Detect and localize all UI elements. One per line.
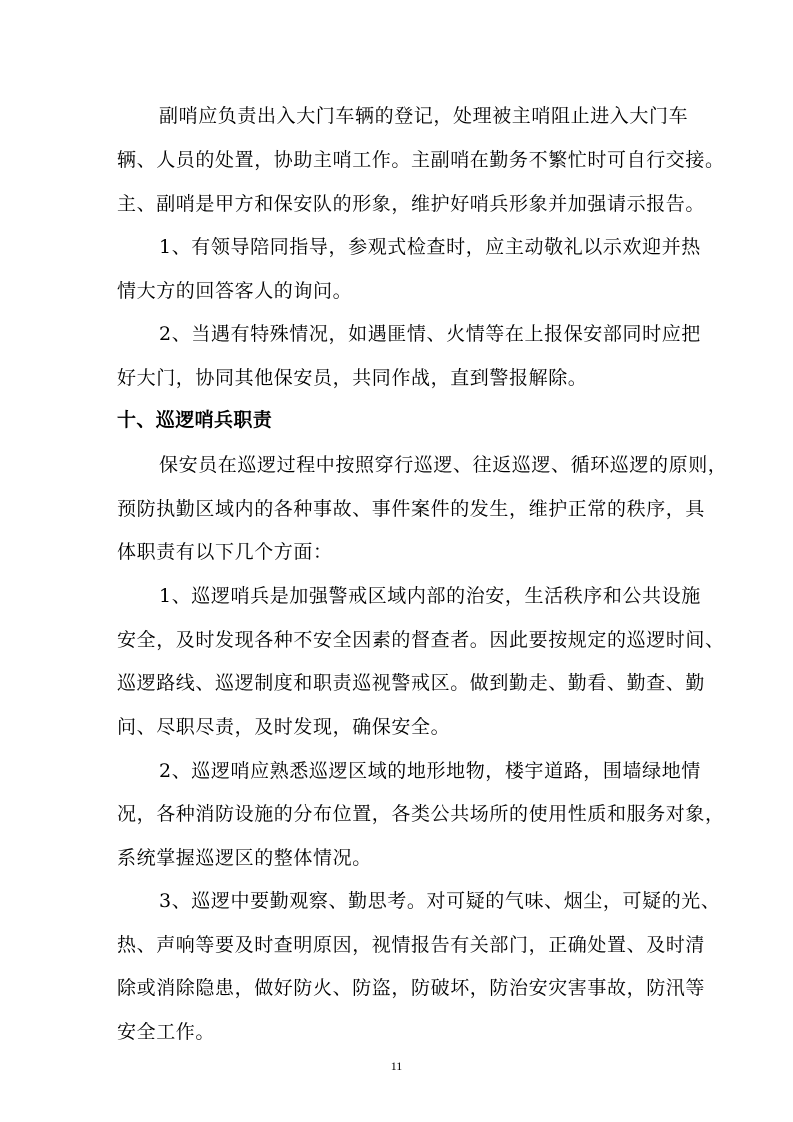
paragraph-line: 况，各种消防设施的分布位置，各类公共场所的使用性质和服务对象， — [117, 803, 725, 825]
paragraph-line: 1、有领导陪同指导，参观式检查时，应主动敬礼以示欢迎并热 — [159, 236, 701, 258]
paragraph-line: 安全，及时发现各种不安全因素的督查者。因此要按规定的巡逻时间、 — [117, 629, 725, 651]
paragraph-line: 除或消除隐患，做好防火、防盗，防破坏，防治安灾害事故，防汛等 — [117, 977, 706, 999]
paragraph-line: 巡逻路线、巡逻制度和职责巡视警戒区。做到勤走、勤看、勤查、勤 — [117, 672, 706, 694]
paragraph-line: 热、声响等要及时查明原因，视情报告有关部门，正确处置、及时清 — [117, 934, 706, 956]
paragraph-line: 2、巡逻哨应熟悉巡逻区域的地形地物，楼宇道路，围墙绿地情 — [159, 760, 701, 782]
paragraph-line: 预防执勤区域内的各种事故、事件案件的发生，维护正常的秩序，具 — [117, 498, 706, 520]
paragraph-line: 3、巡逻中要勤观察、勤思考。对可疑的气味、烟尘，可疑的光、 — [159, 890, 721, 912]
page-number: 11 — [390, 1059, 403, 1073]
paragraph-line: 保安员在巡逻过程中按照穿行巡逻、往返巡逻、循环巡逻的原则， — [159, 454, 728, 476]
paragraph-line: 2、当遇有特殊情况，如遇匪情、火情等在上报保安部同时应把 — [159, 323, 701, 345]
paragraph-line: 情大方的回答客人的询问。 — [117, 280, 353, 302]
paragraph-line: 1、巡逻哨兵是加强警戒区域内部的治安，生活秩序和公共设施 — [159, 585, 701, 607]
paragraph-line: 问、尽职尽责，及时发现，确保安全。 — [117, 716, 451, 738]
section-heading: 十、巡逻哨兵职责 — [117, 409, 273, 431]
paragraph-line: 副哨应负责出入大门车辆的登记，处理被主哨阻止进入大门车 — [159, 105, 689, 127]
paragraph-line: 系统掌握巡逻区的整体情况。 — [117, 847, 372, 869]
paragraph-line: 体职责有以下几个方面： — [117, 541, 333, 563]
paragraph-line: 主、副哨是甲方和保安队的形象，维护好哨兵形象并加强请示报告。 — [117, 193, 706, 215]
paragraph-line: 安全工作。 — [117, 1021, 216, 1043]
paragraph-line: 辆、人员的处置，协助主哨工作。主副哨在勤务不繁忙时可自行交接。 — [117, 149, 725, 171]
paragraph-line: 好大门，协同其他保安员，共同作战，直到警报解除。 — [117, 367, 588, 389]
